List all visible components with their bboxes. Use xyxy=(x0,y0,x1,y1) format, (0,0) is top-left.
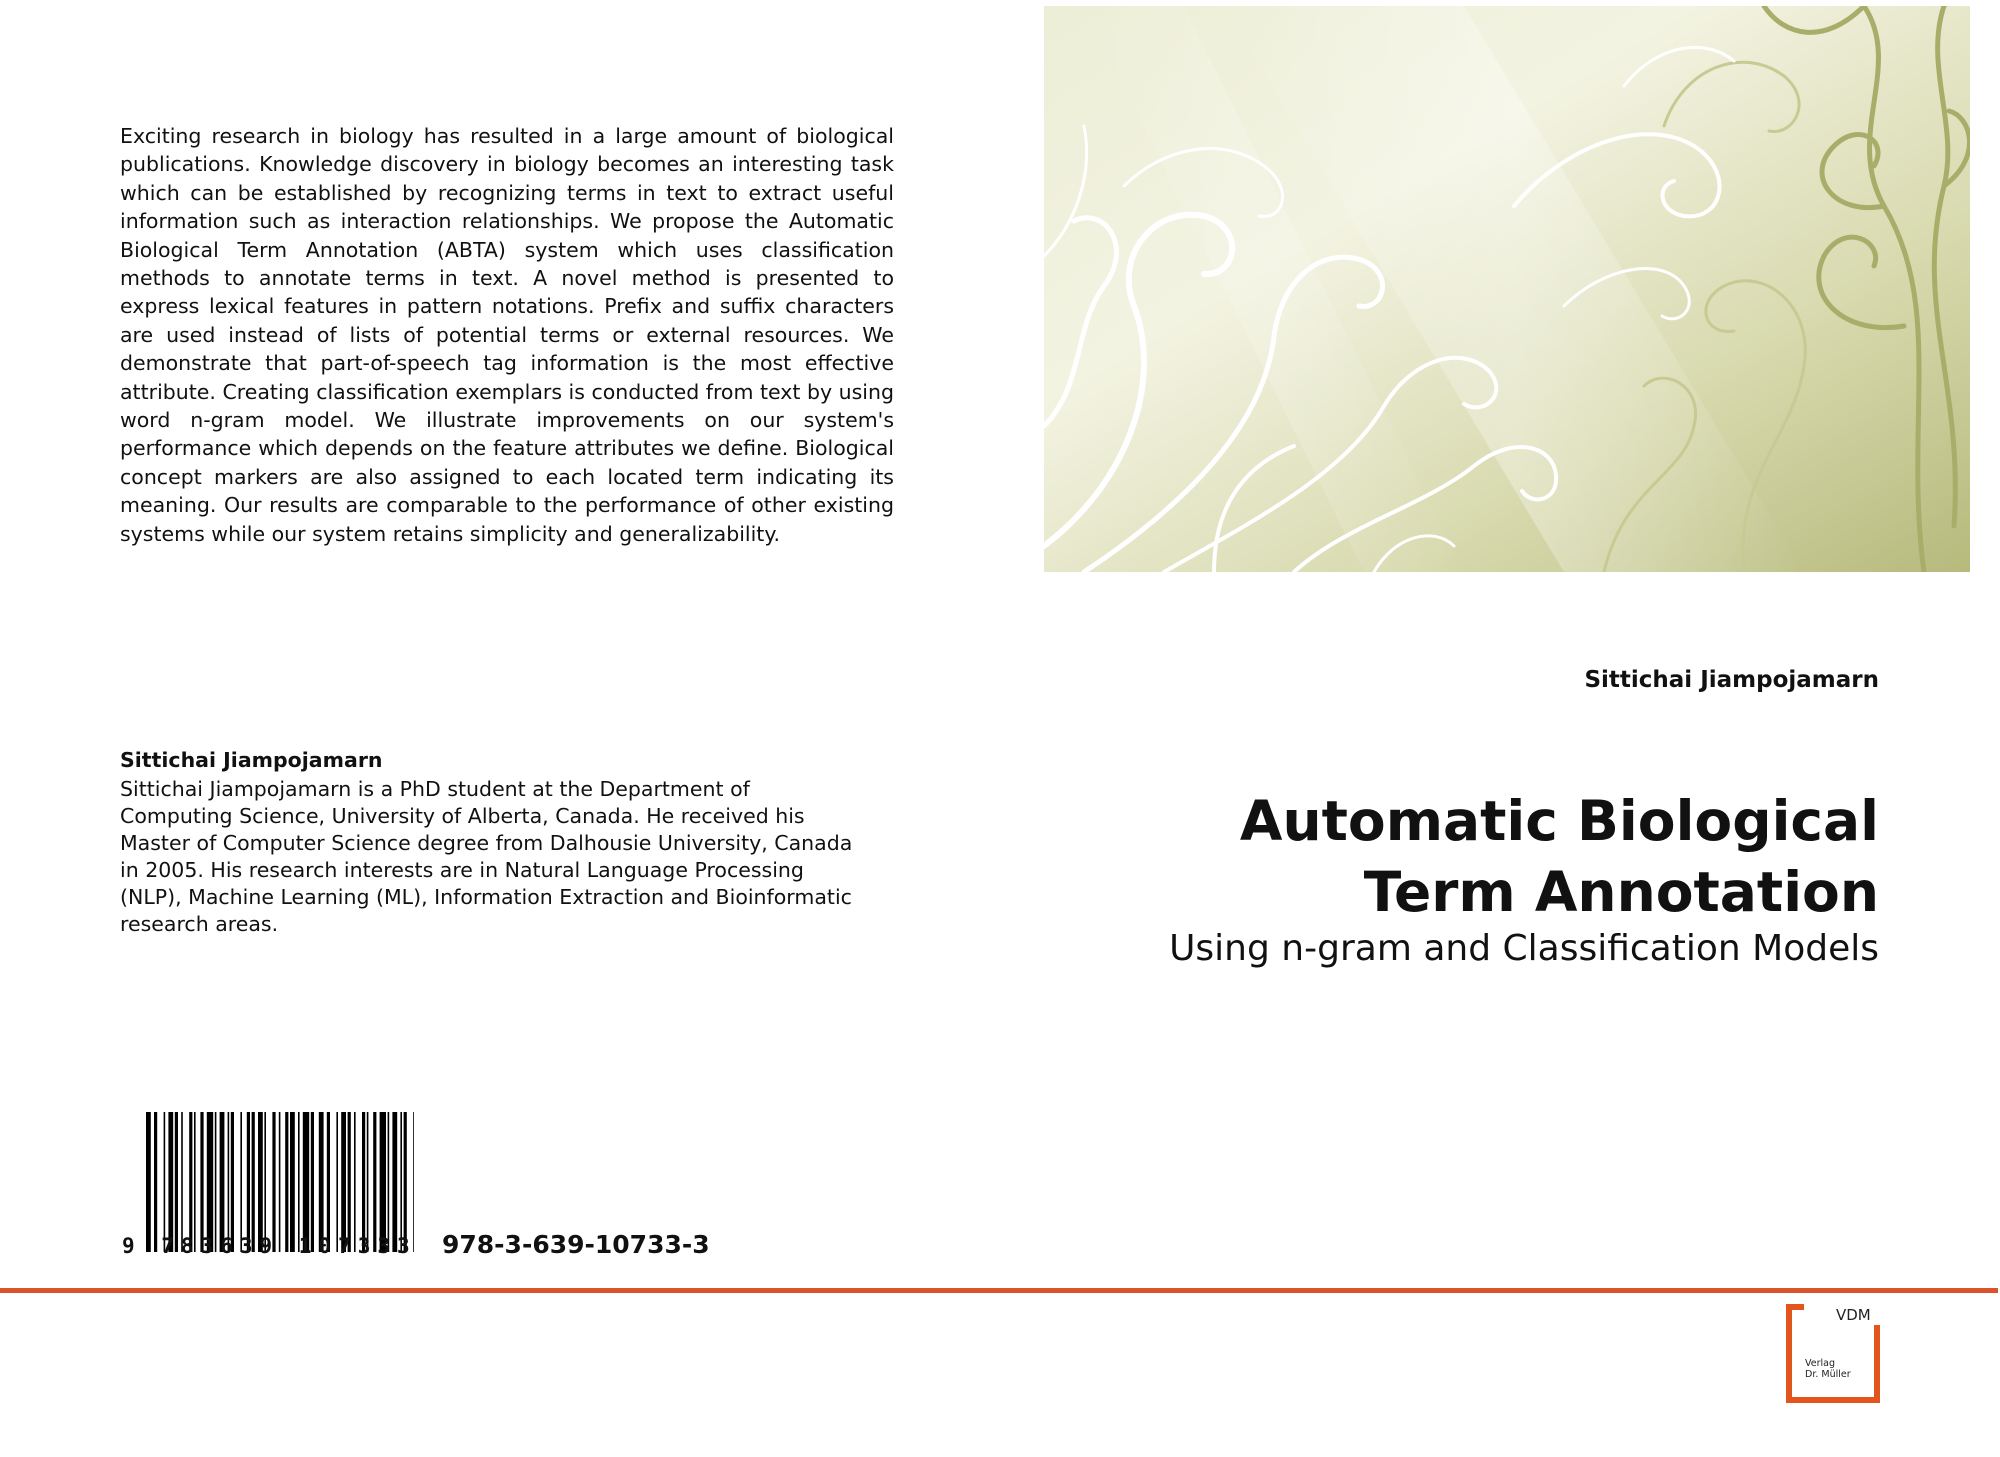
barcode-bar xyxy=(231,1112,234,1252)
barcode-bar xyxy=(400,1112,402,1252)
barcode-bar xyxy=(413,1112,414,1252)
logo-name: VDM xyxy=(1836,1306,1871,1324)
barcode-bar xyxy=(252,1112,255,1252)
barcode-bar xyxy=(354,1112,356,1252)
barcode-bar xyxy=(240,1112,242,1252)
barcode-bar xyxy=(164,1112,166,1252)
barcode-bar xyxy=(298,1112,300,1252)
barcode-bar xyxy=(228,1112,230,1252)
barcode xyxy=(146,1112,414,1252)
barcode-bar xyxy=(258,1112,263,1252)
book-title xyxy=(1079,786,1879,928)
bio-text: Sittichai Jiampojamarn is a PhD student at the Department of Computing Science, University of Alberta, Canada. He received his Master of Computer Science degree from Dalhousie University, Canada in 2005. His research interests are in Natural Language Processing (NLP), Machine Learning (ML), Information Extraction and Bioinformatic research areas. xyxy=(120,777,853,936)
accent-divider xyxy=(0,1288,1998,1293)
barcode-bar xyxy=(189,1112,192,1252)
book-subtitle: Using n-gram and Classification Models xyxy=(1169,928,1879,969)
barcode-bar xyxy=(247,1112,250,1252)
barcode-bar xyxy=(373,1112,376,1252)
barcode-bar xyxy=(367,1112,369,1252)
barcode-bar xyxy=(404,1112,407,1252)
book-title-line-2: Term Annotation xyxy=(1363,860,1879,924)
logo-subtext-line-1: Verlag xyxy=(1805,1358,1836,1369)
barcode-bar xyxy=(290,1112,295,1252)
barcode-digits: 9 783639 107333 xyxy=(122,1234,417,1258)
barcode-bar xyxy=(388,1112,390,1252)
barcode-bar xyxy=(264,1112,266,1252)
barcode-bar xyxy=(272,1112,275,1252)
barcode-bar xyxy=(215,1112,217,1252)
barcode-bar xyxy=(362,1112,365,1252)
cover-art-image xyxy=(1044,6,1970,572)
barcode-bar xyxy=(327,1112,330,1252)
barcode-bar xyxy=(146,1112,151,1252)
barcode-bar xyxy=(311,1112,314,1252)
barcode-bar xyxy=(181,1112,183,1252)
logo-subtext xyxy=(1805,1358,1851,1380)
barcode-bar xyxy=(154,1112,157,1252)
back-cover-blurb: Exciting research in biology has resulted in a large amount of biological publications. Knowledge discovery in biology becomes an interesting task which can be established by recognizing terms in text to extract useful information such as interaction relationships. We propose the Automatic Biological Term Annotation (ABTA) system which uses classification methods to annotate terms in text. A novel method is presented to express lexical features in pattern notations. Prefix and suffix characters are used instead of lists of potential terms or external resources. We demonstrate that part-of-speech tag information is the most effective attribute. Creating classification exemplars is conducted from text by using word n-gram model. We illustrate improvements on our system's performance which depends on the feature attributes we define. Biological concept markers are also assigned to each located term indicating its meaning. Our results are comparable to the performance of other existing systems while our system retains simplicity and generalizability. xyxy=(120,124,894,546)
barcode-bar xyxy=(279,1112,281,1252)
barcode-bar xyxy=(207,1112,213,1252)
publisher-logo xyxy=(1784,1302,1881,1400)
barcode-bar xyxy=(194,1112,196,1252)
barcode-bar xyxy=(175,1112,178,1252)
barcode-bar xyxy=(168,1112,173,1252)
bio-author-name: Sittichai Jiampojamarn xyxy=(120,748,383,772)
barcode-bar xyxy=(285,1112,288,1252)
barcode-bar xyxy=(392,1112,397,1252)
barcode-bar xyxy=(220,1112,225,1252)
barcode-bar xyxy=(200,1112,203,1252)
barcode-bar xyxy=(336,1112,338,1252)
book-title-line-1: Automatic Biological xyxy=(1239,789,1879,853)
barcode-bar xyxy=(348,1112,351,1252)
barcode-bar xyxy=(303,1112,309,1252)
isbn-number: 978-3-639-10733-3 xyxy=(442,1230,710,1259)
barcode-bar xyxy=(380,1112,386,1252)
front-cover-author: Sittichai Jiampojamarn xyxy=(1584,667,1879,693)
logo-subtext-line-2: Dr. Müller xyxy=(1805,1369,1851,1380)
barcode-bar xyxy=(341,1112,346,1252)
barcode-bar xyxy=(319,1112,324,1252)
